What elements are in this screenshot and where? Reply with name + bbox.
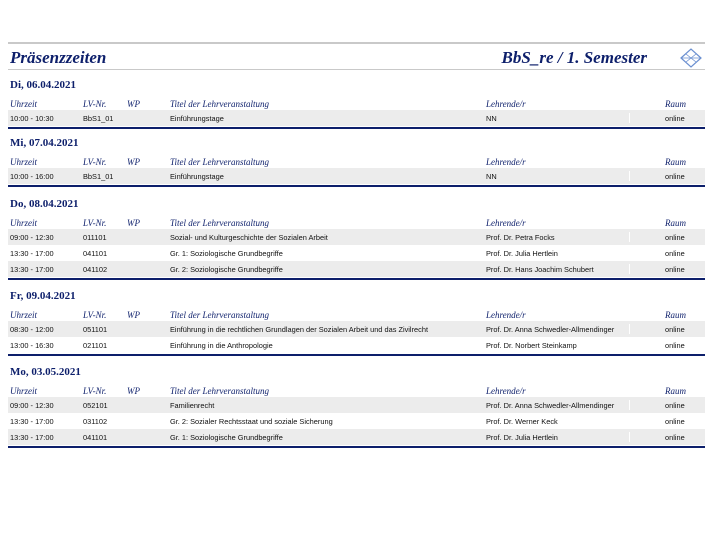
- page-title: Präsenzzeiten: [10, 48, 107, 67]
- table-row: [8, 229, 705, 245]
- column-header-lv: LV-Nr.: [83, 99, 107, 109]
- column-header-lead: Lehrende/r: [486, 386, 526, 396]
- cell-lead: Prof. Dr. Werner Keck: [486, 417, 558, 426]
- column-divider: [629, 400, 630, 410]
- section-bottom-rule: [8, 185, 705, 187]
- cell-room: online: [665, 265, 685, 274]
- cell-lv: BbS1_01: [83, 172, 114, 181]
- column-header-lv: LV-Nr.: [83, 386, 107, 396]
- column-divider: [629, 324, 630, 334]
- cell-lead: Prof. Dr. Hans Joachim Schubert: [486, 265, 594, 274]
- table-row: [8, 429, 705, 445]
- column-header-title: Titel der Lehrveranstaltung: [170, 386, 269, 396]
- column-header-time: Uhrzeit: [10, 218, 37, 228]
- cell-room: online: [665, 172, 685, 181]
- table-row: [8, 261, 705, 277]
- column-divider: [629, 416, 630, 426]
- section-bottom-rule: [8, 354, 705, 356]
- program-semester-title: BbS_re / 1. Semester: [501, 48, 647, 67]
- column-header-lead: Lehrende/r: [486, 157, 526, 167]
- cell-room: online: [665, 249, 685, 258]
- column-divider: [629, 248, 630, 258]
- cell-room: online: [665, 401, 685, 410]
- cell-time: 08:30 - 12:00: [10, 325, 54, 334]
- table-row: [8, 168, 705, 184]
- cell-lv: 021101: [83, 341, 108, 350]
- column-divider: [629, 171, 630, 181]
- cell-title: Einführungstage: [170, 114, 224, 123]
- section-bottom-rule: [8, 278, 705, 280]
- page-header: [8, 46, 705, 70]
- cell-lead: Prof. Dr. Norbert Steinkamp: [486, 341, 577, 350]
- column-divider: [629, 113, 630, 123]
- envelope-logo-icon: [679, 46, 703, 70]
- cell-lv: 031102: [83, 417, 108, 426]
- column-divider: [629, 264, 630, 274]
- cell-lead: Prof. Dr. Anna Schwedler-Allmendinger: [486, 401, 615, 410]
- column-header-title: Titel der Lehrveranstaltung: [170, 310, 269, 320]
- column-header-lead: Lehrende/r: [486, 99, 526, 109]
- cell-title: Gr. 1: Soziologische Grundbegriffe: [170, 433, 283, 442]
- section-date: Mi, 07.04.2021: [10, 137, 79, 149]
- cell-time: 09:00 - 12:30: [10, 233, 54, 242]
- column-header-time: Uhrzeit: [10, 99, 37, 109]
- cell-title: Gr. 1: Soziologische Grundbegriffe: [170, 249, 283, 258]
- column-header-time: Uhrzeit: [10, 157, 37, 167]
- cell-time: 13:00 - 16:30: [10, 341, 54, 350]
- table-row: [8, 337, 705, 353]
- section-date: Di, 06.04.2021: [10, 79, 76, 91]
- column-header-room: Raum: [665, 157, 686, 167]
- cell-lead: Prof. Dr. Julia Hertlein: [486, 433, 558, 442]
- cell-room: online: [665, 417, 685, 426]
- section-date: Mo, 03.05.2021: [10, 366, 81, 378]
- column-header-room: Raum: [665, 218, 686, 228]
- cell-lv: 052101: [83, 401, 108, 410]
- cell-time: 10:00 - 16:00: [10, 172, 54, 181]
- cell-lead: Prof. Dr. Julia Hertlein: [486, 249, 558, 258]
- column-divider: [629, 432, 630, 442]
- cell-lv: 041101: [83, 249, 108, 258]
- cell-title: Gr. 2: Soziologische Grundbegriffe: [170, 265, 283, 274]
- column-header-room: Raum: [665, 99, 686, 109]
- column-header-wp: WP: [127, 218, 140, 228]
- cell-title: Einführungstage: [170, 172, 224, 181]
- column-header-lv: LV-Nr.: [83, 218, 107, 228]
- column-divider: [629, 340, 630, 350]
- column-header-title: Titel der Lehrveranstaltung: [170, 218, 269, 228]
- column-header-title: Titel der Lehrveranstaltung: [170, 99, 269, 109]
- cell-time: 13:30 - 17:00: [10, 433, 54, 442]
- cell-time: 13:30 - 17:00: [10, 249, 54, 258]
- cell-lv: BbS1_01: [83, 114, 114, 123]
- cell-time: 13:30 - 17:00: [10, 265, 54, 274]
- column-header-room: Raum: [665, 386, 686, 396]
- cell-lv: 051101: [83, 325, 108, 334]
- column-header-wp: WP: [127, 310, 140, 320]
- column-header-lead: Lehrende/r: [486, 218, 526, 228]
- section-bottom-rule: [8, 127, 705, 129]
- top-rule: [8, 42, 705, 44]
- column-header-lead: Lehrende/r: [486, 310, 526, 320]
- cell-time: 10:00 - 10:30: [10, 114, 54, 123]
- cell-room: online: [665, 433, 685, 442]
- cell-lv: 011101: [83, 233, 107, 242]
- cell-room: online: [665, 233, 685, 242]
- cell-title: Einführung in die rechtlichen Grundlagen der Sozialen Arbeit und das Zivilrecht: [170, 325, 429, 334]
- cell-lv: 041102: [83, 265, 108, 274]
- column-header-wp: WP: [127, 157, 140, 167]
- table-row: [8, 245, 705, 261]
- cell-time: 09:00 - 12:30: [10, 401, 54, 410]
- column-header-room: Raum: [665, 310, 686, 320]
- cell-room: online: [665, 325, 685, 334]
- column-header-lv: LV-Nr.: [83, 157, 107, 167]
- cell-title: Gr. 2: Sozialer Rechtsstaat und soziale Sicherung: [170, 417, 333, 426]
- cell-title: Einführung in die Anthropologie: [170, 341, 273, 350]
- cell-lead: NN: [486, 172, 497, 181]
- header-rule: [8, 69, 705, 70]
- column-divider: [629, 232, 630, 242]
- cell-room: online: [665, 341, 685, 350]
- cell-lead: NN: [486, 114, 497, 123]
- cell-title: Familienrecht: [170, 401, 215, 410]
- column-header-title: Titel der Lehrveranstaltung: [170, 157, 269, 167]
- cell-title: Sozial- und Kulturgeschichte der Sozialen Arbeit: [170, 233, 328, 242]
- table-row: [8, 321, 705, 337]
- cell-lv: 041101: [83, 433, 108, 442]
- cell-room: online: [665, 114, 685, 123]
- cell-lead: Prof. Dr. Petra Focks: [486, 233, 555, 242]
- column-header-time: Uhrzeit: [10, 310, 37, 320]
- column-header-lv: LV-Nr.: [83, 310, 107, 320]
- column-header-wp: WP: [127, 386, 140, 396]
- column-header-wp: WP: [127, 99, 140, 109]
- section-date: Do, 08.04.2021: [10, 198, 79, 210]
- table-row: [8, 413, 705, 429]
- column-header-time: Uhrzeit: [10, 386, 37, 396]
- cell-time: 13:30 - 17:00: [10, 417, 54, 426]
- section-bottom-rule: [8, 446, 705, 448]
- cell-lead: Prof. Dr. Anna Schwedler-Allmendinger: [486, 325, 615, 334]
- section-date: Fr, 09.04.2021: [10, 290, 76, 302]
- table-row: [8, 397, 705, 413]
- table-row: [8, 110, 705, 126]
